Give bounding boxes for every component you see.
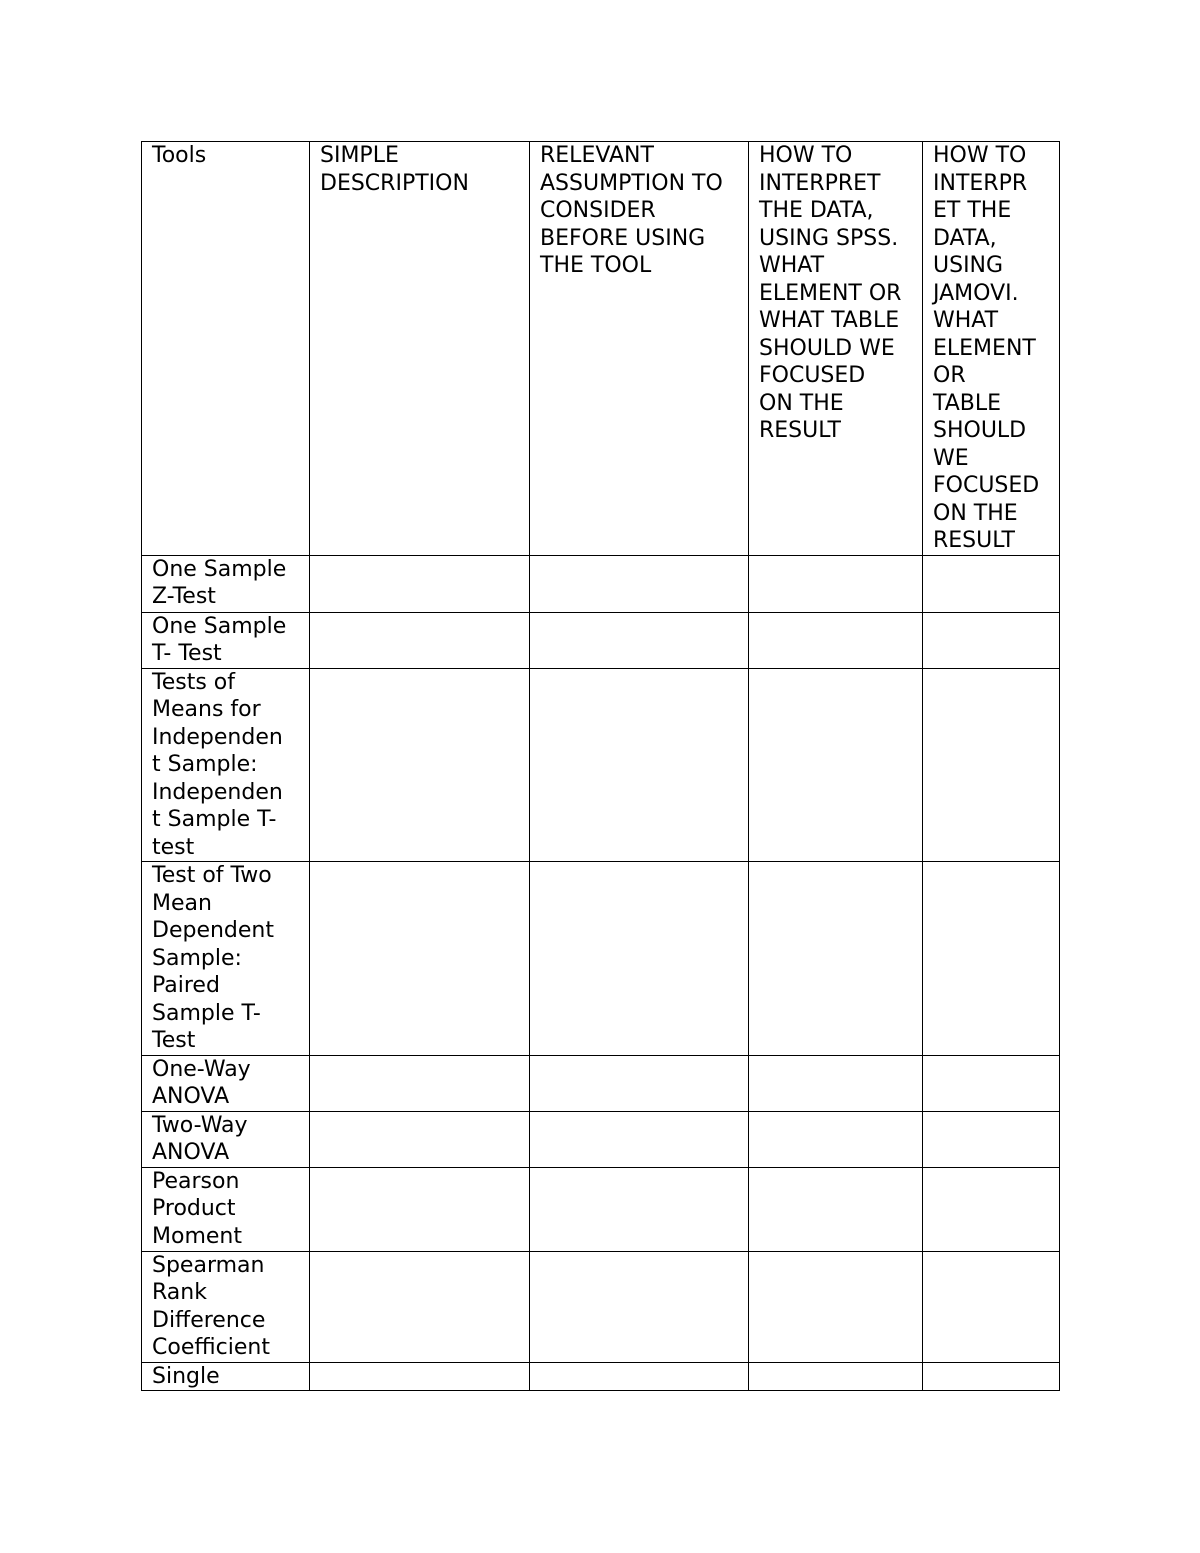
spss-cell [749, 612, 923, 668]
table-row [142, 1362, 1060, 1391]
tool-name-cell: Tests of Means for Independen t Sample: Independen t Sample T- test [142, 668, 310, 862]
table-row [142, 1055, 1060, 1111]
tool-name-cell: One Sample T- Test [142, 612, 310, 668]
tool-name-cell: Pearson Product Moment [142, 1167, 310, 1251]
jamovi-cell [923, 668, 1060, 862]
jamovi-cell [923, 1251, 1060, 1362]
assumption-cell [530, 1055, 749, 1111]
assumption-cell [530, 862, 749, 1056]
jamovi-cell [923, 1167, 1060, 1251]
statistical-tools-table [141, 141, 1060, 1391]
header-interpret-spss: HOW TO INTERPRET THE DATA, USING SPSS. WHAT ELEMENT OR WHAT TABLE SHOULD WE FOCUSED ON THE RESULT [749, 142, 923, 556]
description-cell [310, 1251, 530, 1362]
spss-cell [749, 1167, 923, 1251]
description-cell [310, 668, 530, 862]
tool-name-cell: One-Way ANOVA [142, 1055, 310, 1111]
jamovi-cell [923, 862, 1060, 1056]
table-header-row [142, 142, 1060, 556]
description-cell [310, 862, 530, 1056]
description-cell [310, 1362, 530, 1391]
header-tools: Tools [142, 142, 310, 556]
spss-cell [749, 668, 923, 862]
tool-name-cell: Single [142, 1362, 310, 1391]
tool-name-cell: Two-Way ANOVA [142, 1111, 310, 1167]
jamovi-cell [923, 555, 1060, 612]
assumption-cell [530, 612, 749, 668]
tool-name-cell: One Sample Z-Test [142, 555, 310, 612]
tool-name-cell: Test of Two Mean Dependent Sample: Paired Sample T- Test [142, 862, 310, 1056]
header-simple-description: SIMPLE DESCRIPTION [310, 142, 530, 556]
assumption-cell [530, 1362, 749, 1391]
table-row [142, 1251, 1060, 1362]
jamovi-cell [923, 1055, 1060, 1111]
jamovi-cell [923, 1362, 1060, 1391]
spss-cell [749, 555, 923, 612]
description-cell [310, 1111, 530, 1167]
spss-cell [749, 1111, 923, 1167]
header-relevant-assumption: RELEVANT ASSUMPTION TO CONSIDER BEFORE USING THE TOOL [530, 142, 749, 556]
tool-name-cell: Spearman Rank Difference Coefficient [142, 1251, 310, 1362]
assumption-cell [530, 1251, 749, 1362]
table-row [142, 1111, 1060, 1167]
table-row [142, 612, 1060, 668]
spss-cell [749, 1362, 923, 1391]
assumption-cell [530, 1167, 749, 1251]
header-interpret-jamovi: HOW TO INTERPR ET THE DATA, USING JAMOVI. WHAT ELEMENT OR TABLE SHOULD WE FOCUSED ON THE RESULT [923, 142, 1060, 556]
jamovi-cell [923, 1111, 1060, 1167]
assumption-cell [530, 1111, 749, 1167]
description-cell [310, 555, 530, 612]
table-row [142, 1167, 1060, 1251]
table-row [142, 668, 1060, 862]
assumption-cell [530, 555, 749, 612]
description-cell [310, 612, 530, 668]
spss-cell [749, 1251, 923, 1362]
table-row [142, 555, 1060, 612]
table-row [142, 862, 1060, 1056]
description-cell [310, 1167, 530, 1251]
jamovi-cell [923, 612, 1060, 668]
description-cell [310, 1055, 530, 1111]
spss-cell [749, 1055, 923, 1111]
assumption-cell [530, 668, 749, 862]
spss-cell [749, 862, 923, 1056]
